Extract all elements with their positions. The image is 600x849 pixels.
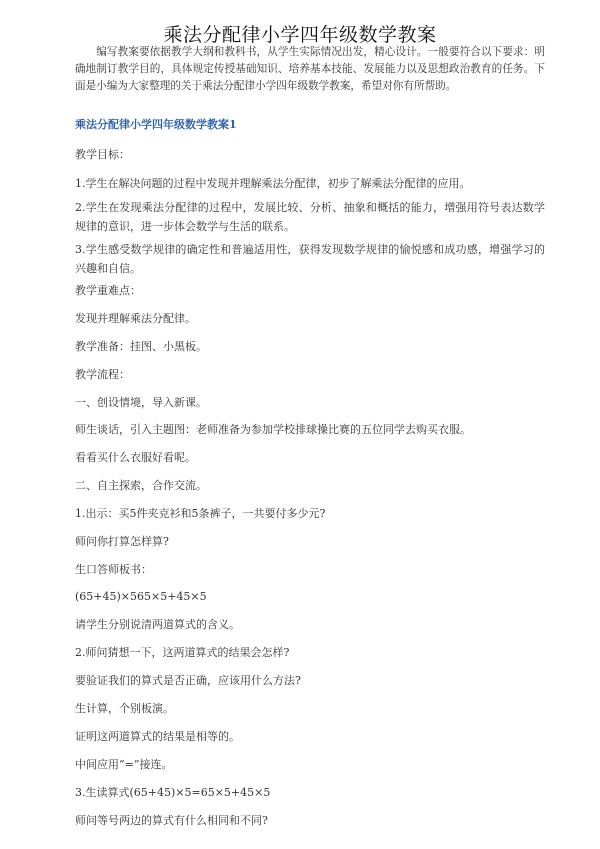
question-6: 要验证我们的算式是否正确，应该用什么方法? — [75, 674, 301, 687]
teaching-preparation: 教学准备：挂图、小黑板。 — [75, 340, 207, 353]
objective-3: 3.学生感受数学规律的确定性和普遍适用性，获得发现数学规律的愉悦感和成功感，增强学习的兴趣和自信。 — [75, 243, 545, 275]
step-2: 二、自主探索，合作交流。 — [75, 479, 207, 492]
question-10: 师问等号两边的算式有什么相同和不同? — [75, 814, 268, 827]
objectives-heading: 教学目标： — [75, 148, 130, 161]
formula-2: 3.生读算式(65+45)×5=65×5+45×5 — [75, 786, 271, 799]
question-8: 证明这两道算式的结果是相等的。 — [75, 730, 240, 743]
look-line: 看看买什么衣服好看呢。 — [75, 451, 196, 464]
section-title: 乘法分配律小学四年级数学教案1 — [75, 118, 237, 131]
key-points: 发现并理解乘法分配律。 — [75, 312, 196, 325]
objective-2: 2.学生在发现乘法分配律的过程中，发展比较、分析、抽象和概括的能力，增强用符号表达数学规律的意识，进一步体会数学与生活的联系。 — [75, 201, 545, 233]
dialogue: 师生谈话，引入主题图：老师准备为参加学校排球操比赛的五位同学去购买衣服。 — [75, 423, 471, 436]
intro-paragraph: 编写教案要依据教学大纲和教科书，从学生实际情况出发，精心设计。一般要符合以下要求：明确地制订教学目的，具体规定传授基础知识、培养基本技能、发展能力以及思想政治教育的任务。下面是小编为大家整理的关于乘法分配律小学四年级数学教案，希望对你有所帮助。 — [75, 46, 545, 92]
key-points-heading: 教学重难点： — [75, 284, 141, 297]
question-7: 生计算，个别板演。 — [75, 702, 174, 715]
question-2: 师问你打算怎样算? — [75, 535, 169, 548]
process-heading: 教学流程： — [75, 368, 130, 381]
question-9: 中间应用“=”接连。 — [75, 758, 173, 771]
formula-1: (65+45)×565×5+45×5 — [75, 590, 207, 603]
question-5: 2.师问猜想一下，这两道算式的结果会怎样? — [75, 646, 290, 659]
question-1: 1.出示：买5件夹克衫和5条裤子，一共要付多少元? — [75, 507, 326, 520]
question-3: 生口答师板书： — [75, 563, 152, 576]
question-4: 请学生分别说清两道算式的含义。 — [75, 618, 240, 631]
step-1: 一、创设情境，导入新课。 — [75, 396, 207, 409]
objective-1: 1.学生在解决问题的过程中发现并理解乘法分配律，初步了解乘法分配律的应用。 — [75, 177, 471, 190]
document-title: 乘法分配律小学四年级数学教案 — [163, 24, 437, 46]
